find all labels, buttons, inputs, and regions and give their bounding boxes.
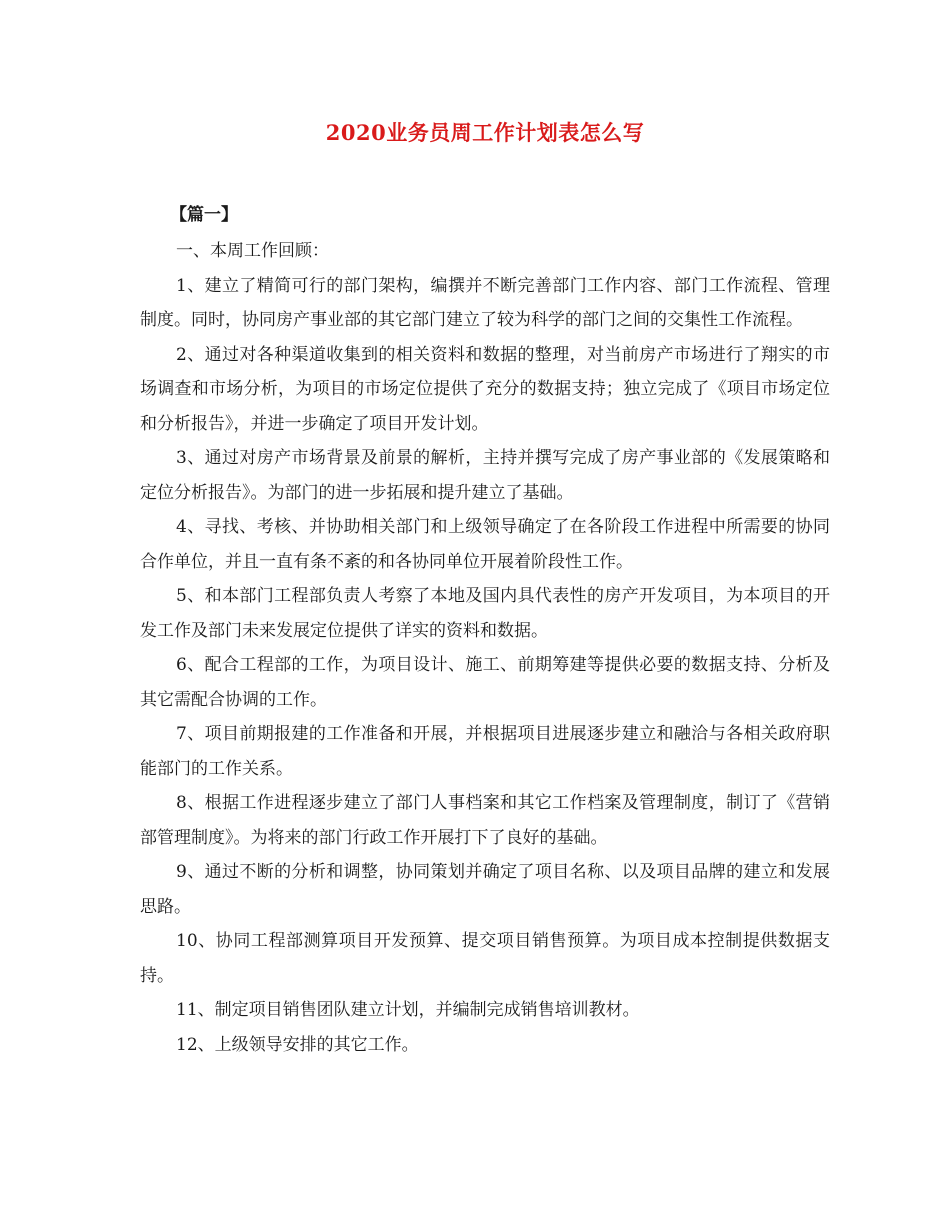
work-item-11: 11、制定项目销售团队建立计划，并编制完成销售培训教材。	[176, 1000, 640, 1020]
work-item-2: 2、通过对各种渠道收集到的相关资料和数据的整理，对当前房产市场进行了翔实的市场调查和市场分析，为项目的市场定位提供了充分的数据支持；独立完成了《项目市场定位和分析报告》，并进一步确定了项目开发计划。	[140, 344, 830, 434]
work-item-5: 5、和本部门工程部负责人考察了本地及国内具代表性的房产开发项目，为本项目的开发工作及部门未来发展定位提供了详实的资料和数据。	[140, 586, 830, 641]
work-item-8: 8、根据工作进程逐步建立了部门人事档案和其它工作档案及管理制度，制订了《营销部管理制度》。为将来的部门行政工作开展打下了良好的基础。	[140, 793, 830, 848]
work-item-12: 12、上级领导安排的其它工作。	[176, 1034, 419, 1055]
section-label: 【篇一】	[170, 205, 238, 225]
work-item-10: 10、协同工程部测算项目开发预算、提交项目销售预算。为项目成本控制提供数据支持。	[140, 931, 830, 986]
work-item-6: 6、配合工程部的工作，为项目设计、施工、前期筹建等提供必要的数据支持、分析及其它需配合协调的工作。	[140, 655, 830, 710]
work-item-4: 4、寻找、考核、并协助相关部门和上级领导确定了在各阶段工作进程中所需要的协同合作单位，并且一直有条不紊的和各协同单位开展着阶段性工作。	[140, 517, 830, 572]
document-title: 2020业务员周工作计划表怎么写	[325, 120, 645, 145]
work-item-9: 9、通过不断的分析和调整，协同策划并确定了项目名称、以及项目品牌的建立和发展思路。	[140, 862, 830, 917]
section-subheading: 一、本周工作回顾：	[176, 241, 329, 261]
work-item-1: 1、建立了精简可行的部门架构，编撰并不断完善部门工作内容、部门工作流程、管理制度。同时，协同房产事业部的其它部门建立了较为科学的部门之间的交集性工作流程。	[140, 275, 830, 330]
work-item-3: 3、通过对房产市场背景及前景的解析，主持并撰写完成了房产事业部的《发展策略和定位分析报告》。为部门的进一步拓展和提升建立了基础。	[140, 448, 830, 503]
work-item-7: 7、项目前期报建的工作准备和开展，并根据项目进展逐步建立和融洽与各相关政府职能部门的工作关系。	[140, 724, 830, 779]
